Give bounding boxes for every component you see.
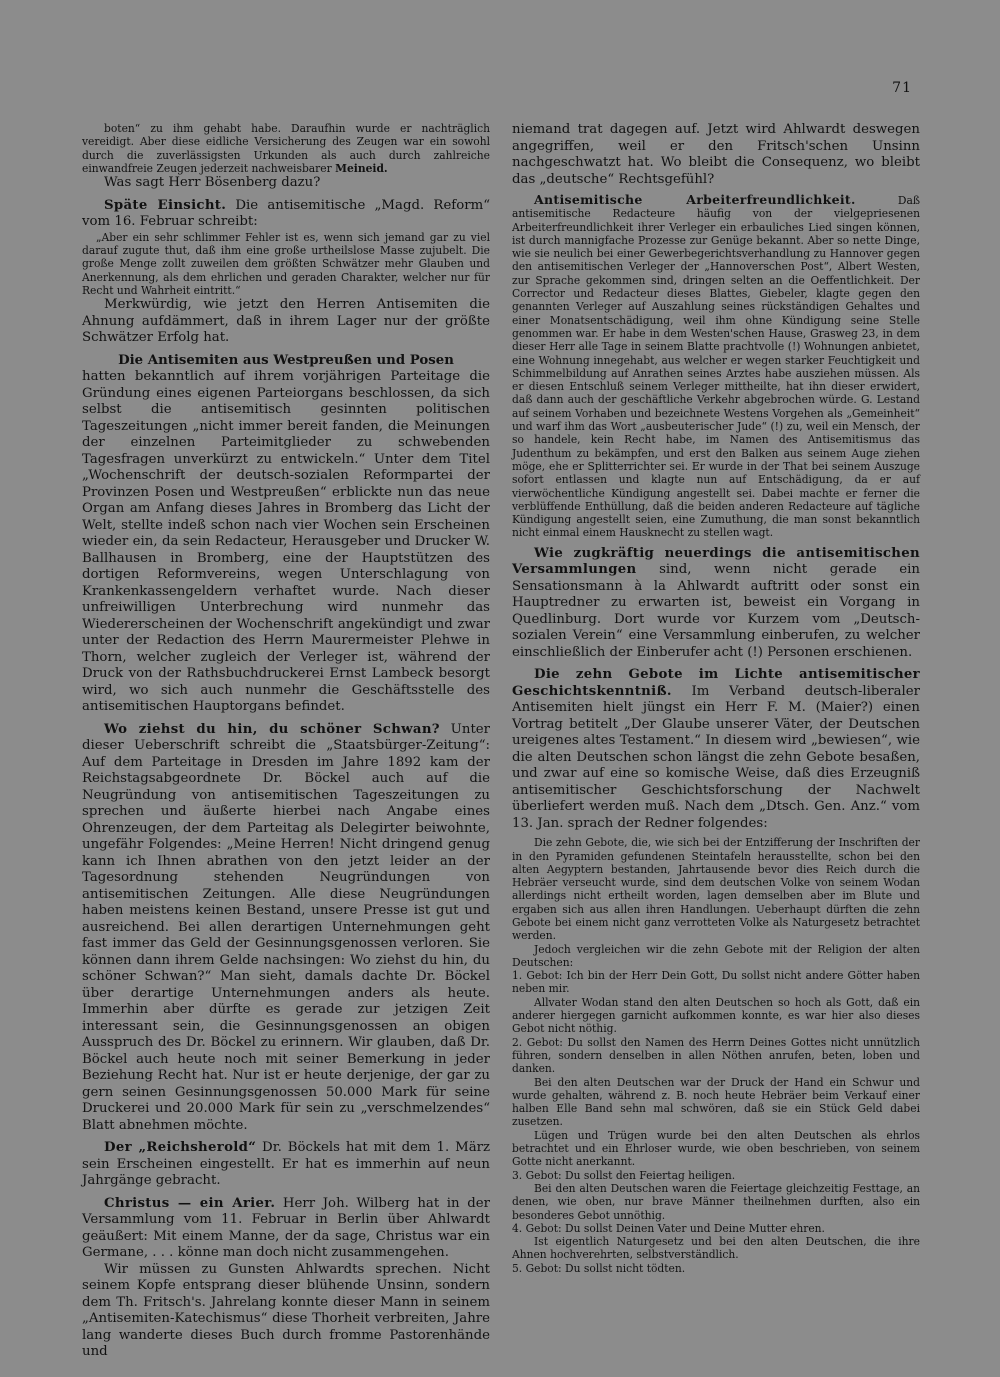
gebot-commentary: Bei den alten Deutschen waren die Feiertage gleichzeitig Festtage, an denen, wie oben, nur brave Männer theilnehmen durften, also ein besonderes Gebot unnöthig. [512, 1181, 920, 1222]
gebot-number: 5. Gebot: [512, 1261, 562, 1275]
section-text: Dr. Böckels hat mit dem 1. März sein Erscheinen eingestellt. Er hat es immerhin auf neun Jahrgänge gebracht. [82, 1140, 490, 1189]
section-christus [82, 1196, 490, 1262]
section-heading: Späte Einsicht. [104, 197, 227, 213]
gebot-commentary: Ist eigentlich Naturgesetz und bei den alten Deutschen, die ihre Ahnen hochverehrten, selbstverständlich. [512, 1235, 920, 1262]
intro-text: boten“ zu ihm gehabt habe. Daraufhin wurde er nachträglich vereidigt. Aber diese eidliche Versicherung des Zeugen war ein sowohl durch die zuverlässigsten Urkunden als auch durch zahlreiche einwandfreie Zeugen jederzeit nachweisbarer [82, 122, 490, 175]
quote-text: „Aber ein sehr schlimmer Fehler ist es, wenn sich jemand gar zu viel darauf zugute thut, daß ihm eine große urtheilslose Masse zujubelt. Die große Menge zollt zuweilen dem größten Schwätzer mehr Glauben und Anerkennung, als dem ehrlichen und geraden Charakter, welcher nur für Recht und Wahrheit eintritt.“ [82, 230, 490, 297]
gebot-number: 2. Gebot: [512, 1035, 563, 1049]
section-heading-westpreussen: Die Antisemiten aus Westpreußen und Posen [118, 352, 454, 368]
gebot-commentary: Lügen und Trügen wurde bei den alten Deutschen als ehrlos betrachtet und ein Ehrloser wurde, wie oben beschrieben, von seinem Gotte nicht anerkannt. [512, 1128, 920, 1169]
gebot-number: 1. Gebot: [512, 969, 563, 983]
section-heading: Wo ziehst du hin, du schöner Schwan? [104, 721, 440, 737]
list-item [512, 1222, 920, 1235]
right-column [512, 122, 920, 1275]
gebote-list [512, 836, 920, 1275]
left-column [82, 122, 490, 1361]
gebot-text: Du sollst den Feiertag heiligen. [565, 1168, 736, 1182]
gebot-text: Du sollst Deinen Vater und Deine Mutter ehren. [565, 1221, 825, 1235]
section-text: Herr Joh. Wilberg hat in der Versammlung vom 11. Februar in Berlin über Ahlwardt geäußert: Mit einem Manne, der da sage, Christus war ein Germane, . . . könne man doch nicht zusammengehen. [82, 1195, 491, 1261]
section-text: Im Verband deutsch-liberaler Antisemiten hielt jüngst ein Herr F. M. (Maier?) einen Vortrag betitelt „Der Glaube unserer Väter, der Deutschen ureigenes altes Testament.“ In diesem wird „bewiesen“, wie die alten Deutschen schon längst die zehn Gebote besaßen, und zwar auf eine so komische Weise, daß dies Erzeugniß antisemitischer Geschichtsforschung der Nachwelt überliefert werden muß. Nach dem „Dtsch. Gen. Anz.“ vom 13. Jan. sprach der Redner folgendes: [512, 683, 921, 831]
gebot-text: Ich bin der Herr Dein Gott, Du sollst nicht andere Götter haben neben mir. [512, 969, 920, 996]
intro-paragraph [82, 122, 490, 175]
section-text: niemand trat dagegen auf. Jetzt wird Ahlwardt deswegen angegriffen, weil er den Fritsch'schen Unsinn nachgeschwatzt hat. Wo bleibt die Consequenz, wo bleibt das „deutsche“ Rechtsgefühl? [512, 122, 920, 187]
section-heading: Christus — ein Arier. [104, 1195, 276, 1211]
section-heading: Der „Reichsherold“ [104, 1140, 257, 1156]
list-intro: Jedoch vergleichen wir die zehn Gebote mit der Religion der alten Deutschen: [512, 942, 920, 969]
section-versammlungen [512, 546, 920, 662]
section-text: Wir müssen zu Gunsten Ahlwardts sprechen. Nicht seinem Kopfe entsprang dieser blühende Unsinn, sondern dem Th. Fritsch's. Jahrelang konnte dieser Mann in seinem „Antisemiten-Katechismus“ diese Thorheit verbreiten, Jahre lang wanderte dieses Buch durch fromme Pastorenhände und [82, 1261, 490, 1360]
section-arbeiterfreundlichkeit [512, 193, 920, 540]
section-heading: Wie zugkräftig neuerdings die antisemitischen Versammlungen [512, 545, 920, 578]
gebot-number: 3. Gebot: [512, 1168, 562, 1182]
gebot-text: Du sollst nicht tödten. [565, 1261, 686, 1275]
list-item [512, 1169, 920, 1182]
section-zehn-gebote [512, 667, 920, 832]
section-text: sind, wenn nicht gerade ein Sensationsmann à la Ahlwardt auftritt oder sonst ein Hauptredner zu erwarten ist, beweist ein Vorgang in Quedlinburg. Dort wurde vor Kurzem vom „Deutsch-sozialen Verein“ eine Versammlung einberufen, zu welcher einschließlich der Einberufer acht (!) Personen erschienen. [512, 562, 920, 660]
list-intro: Die zehn Gebote, die, wie sich bei der Entzifferung der Inschriften der in den Pyramiden gefundenen Steintafeln herausstellte, schon bei den alten Aegyptern bestanden, Jahrtausende bevor dies Reich durch die Hebräer verseucht wurde, sind dem deutschen Volke von seinem Wodan allerdings nicht ertheilt worden, lagen demselben aber im Blute und ergaben sich aus allen ihren Handlungen. Ueberhaupt dürften die zehn Gebote bei einem nicht ganz verrotteten Volke als Naturgesetz betrachtet werden. [512, 836, 920, 943]
section-spaete-einsicht [82, 198, 490, 231]
gebot-commentary: Allvater Wodan stand den alten Deutschen so hoch als Gott, daß ein anderer hiergegen garnicht aufkommen konnte, es war hier also dieses Gebot nicht nöthig. [512, 995, 920, 1036]
gebot-number: 4. Gebot: [512, 1221, 562, 1235]
list-item [512, 1036, 920, 1076]
section-heading: Die zehn Gebote im Lichte antisemitischer Geschichtskenntniß. [512, 667, 920, 699]
page-number: 71 [892, 80, 912, 96]
section-text: Merkwürdig, wie jetzt den Herren Antisemiten die Ahnung aufdämmert, daß in ihrem Lager nur der größte Schwätzer Erfolg hat. [82, 297, 490, 346]
section-text: Daß antisemitische Redacteure häufig von der vielgepriesenen Arbeiterfreundlichkeit ihrer Verleger ein erbauliches Lied singen können, ist durch mannigfache Prozesse zur Genüge bekannt. Aber so nette Dinge, wie sie neulich bei einer Gewerbegerichtsverhandlung zu Hannover gegen den antisemitischen Verleger der „Hannoverschen Post“, Albert Westen, zur Sprache gekommen sind, dringen selten an die Oeffentlichkeit. Der Corrector und Redacteur dieses Blattes, Giebeler, klagte gegen den genannten Verleger auf Auszahlung seines rückständigen Gehaltes und einer Monatsentschädigung, weil ihm ohne Kündigung seine Stelle genommen war. Er habe in dem Westen'schen Hause, Grasweg 23, in dem dieser Herr alle Tage in seinem Blatte prachtvolle (!) Wohnungen anbietet, eine Wohnung innegehabt, aus welcher er wegen starker Feuchtigkeit und Schimmelbildung auf Anrathen seines Arztes habe ausziehen müssen. Als er diesen Entschluß seinem Verleger mittheilte, hat ihn dieser erwidert, daß dann auch der geschäftliche Verkehr abgebrochen würde. G. Lestand auf seinem Vorhaben und bezeichnete Westens Vorgehen als „Gemeinheit“ und warf ihm das Wort „ausbeuterischer Jude“ (!) zu, weil ein Mensch, der so handele, kein Recht habe, im Namen des Antisemitismus das Judenthum zu bekämpfen, und erst den Balken aus seinem Auge ziehen möge, ehe er Splitterrichter sei. Er wurde in der That bei seinem Auszuge sofort entlassen und klagte nun auf Entschädigung, da er auf vierwöchentliche Kündigung angestellt sei. Dabei machte er ferner die verblüffende Enthüllung, daß die beiden anderen Redacteure auf tägliche Kündigung angestellt seien, eine Zumuthung, die man sonst bekanntlich nicht einmal einem Hausknecht zu stellen wagt. [512, 194, 920, 540]
gebot-text: Du sollst den Namen des Herrn Deines Gottes nicht unnützlich führen, sondern denselben in allen Nöthen anrufen, beten, loben und danken. [512, 1035, 920, 1076]
section-text: Unter dieser Ueberschrift schreibt die „Staatsbürger-Zeitung“: Auf dem Parteitage in Dresden im Jahre 1892 kam der Reichstagsabgeordnete Dr. Böckel auch auf die Neugründung von antisemitischen Tageszeitungen zu sprechen und äußerte hierbei nach Angabe eines Ohrenzeugen, der dem Parteitag als Delegirter beiwohnte, ungefähr Folgendes: „Meine Herren! Nicht dringend genug kann ich Ihnen abrathen von den jetzt leider an der Tagesordnung stehenden Neugründungen von antisemitischen Zeitungen. Alle diese Neugründungen haben meistens keinen Bestand, unsere Presse ist gut und ausreichend. Bei allen derartigen Unternehmungen geht fast immer das Geld der Gesinnungsgenossen verloren. Sie können dann ihrem Gelde nachsingen: Wo ziehst du hin, du schöner Schwan?“ Man sieht, damals dachte Dr. Böckel über derartige Unternehmungen anders als heute. Immerhin aber dürfte es gerade zur jetzigen Zeit interessant sein, die Gesinnungsgenossen an obigen Ausspruch des Dr. Böckel zu erinnern. Wir glauben, daß Dr. Böckel auch heute noch mit seiner Bemerkung in jeder Beziehung Recht hat. Nur ist er heute derjenige, der gar zu gern seinen Gesinnungsgenossen 50.000 Mark für seine Druckerei und 20.000 Mark für sein zu „verschmelzendes“ Blatt abnehmen möchte. [82, 721, 491, 1133]
intro-bold-word: Meineid. [335, 161, 388, 175]
section-heading: Antisemitische Arbeiterfreundlichkeit. [534, 192, 856, 207]
list-item [512, 1262, 920, 1275]
section-text: Die antisemitische „Magd. Reform“ vom 16. Februar schreibt: [82, 197, 490, 230]
gebot-commentary: Bei den alten Deutschen war der Druck der Hand ein Schwur und wurde gehalten, während z. B. noch heute Hebräer beim Verkauf einer halben Elle Band sehn mal schwören, daß sie ein Stück Geld dabei zusetzen. [512, 1075, 920, 1129]
intro-question: Was sagt Herr Bösenberg dazu? [104, 175, 321, 191]
list-item [512, 969, 920, 996]
section-text: hatten bekanntlich auf ihrem vorjährigen Parteitage die Gründung eines eigenen Parteiorgans beschlossen, da sich selbst die antisemitisch gesinnten politischen Tageszeitungen „nicht immer bereit fanden, die Meinungen der einzelnen Parteimitglieder zu schwebenden Tagesfragen unverkürzt zu entwickeln.“ Unter dem Titel „Wochenschrift der deutsch-sozialen Reformpartei der Provinzen Posen und Westpreußen“ erblickte nun das neue Organ am Anfang dieses Jahres in Bromberg das Licht der Welt, stellte indeß schon nach vier Wochen sein Erscheinen wieder ein, da sein Redacteur, Herausgeber und Drucker W. Ballhausen in Bromberg, eine der Hauptstützen des dortigen Reformvereins, wegen Unterschlagung von Krankenkassengeldern verhaftet wurde. Nach dieser unfreiwilligen Unterbrechung wird nunmehr das Wiedererscheinen der Wochenschrift angekündigt und zwar unter der Redaction des Herrn Maurermeister Plehwe in Thorn, welcher zugleich der Verleger ist, während der Druck von der Rathsbuchdruckerei Ernst Lambeck besorgt wird, wo sich auch nunmehr die Geschäftsstelle des antisemitischen Hauptorgans befindet. [82, 369, 490, 715]
quote-block [82, 231, 490, 297]
section-reichsherold [82, 1140, 490, 1190]
section-schwan [82, 722, 490, 1135]
